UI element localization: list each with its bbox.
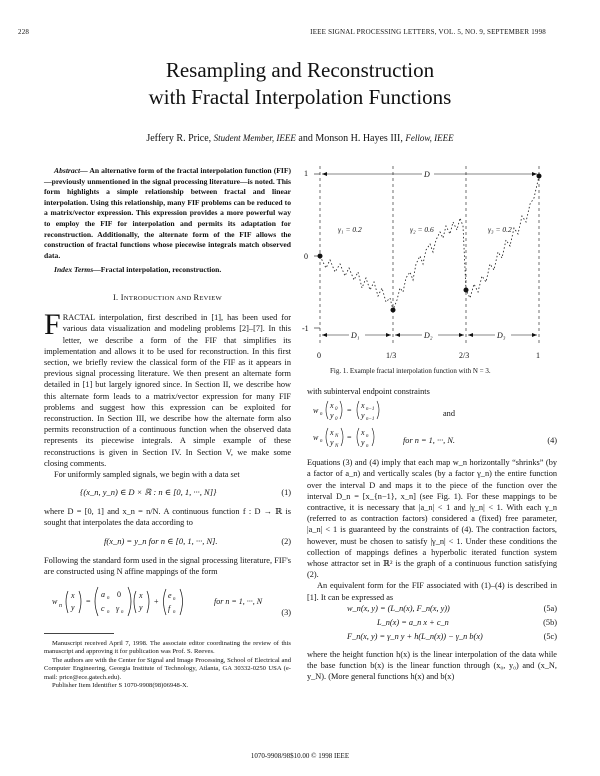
label-D: D <box>424 170 430 179</box>
author-2-role: Fellow, IEEE <box>405 133 454 143</box>
abstract <box>44 166 291 261</box>
svg-text:0: 0 <box>117 590 121 599</box>
section-number: I. <box>112 292 119 302</box>
y-tick-bottom: -1 <box>302 324 309 333</box>
footnote-1: Manuscript received April 7, 1998. The associate editor coordinating the review of this manuscript and approving it for publication was Prof. S. Reeves. <box>44 640 291 656</box>
page-number: 228 <box>18 28 30 36</box>
svg-text:x: x <box>361 401 365 411</box>
svg-text:e: e <box>168 591 172 600</box>
label-gamma-3: γ₃ = 0.2 <box>488 225 512 234</box>
x-tick-0: 0 <box>317 351 321 360</box>
section-title-rest-1: NTRODUCTION AND <box>123 294 194 302</box>
constraints-intro: with subinterval endpoint constraints <box>307 387 430 396</box>
equation-4-number: (4) <box>547 436 557 446</box>
intro-paragraph-4: Following the standard form used in the signal processing literature, FIF's are constructed using N affine mappings of the form <box>44 555 291 576</box>
right-paragraph-3: where the height function h(x) is the linear interpolation of the data while the base function b(x) is the linear function through (x₀, y₀) and (x_N, y_N). (More general functions h(x) and b(x) <box>307 649 557 682</box>
svg-text:n: n <box>121 610 124 615</box>
svg-text:y: y <box>361 438 365 448</box>
svg-text:y: y <box>71 603 75 612</box>
y-tick-zero: 0 <box>304 252 308 261</box>
equation-5c <box>307 631 557 645</box>
svg-text:0: 0 <box>335 417 338 423</box>
label-D1: D₁ <box>351 331 360 340</box>
journal-header: IEEE SIGNAL PROCESSING LETTERS, VOL. 5, NO. 9, SEPTEMBER 1998 <box>310 28 546 36</box>
svg-text:N: N <box>335 434 339 440</box>
svg-text:y: y <box>330 411 334 421</box>
svg-text:=: = <box>347 433 352 443</box>
equation-5b-body: L_n(x) = a_n x + c_n <box>377 617 449 627</box>
section-heading <box>44 292 291 304</box>
footnote-rule <box>44 633 114 634</box>
equation-1-number: (1) <box>281 488 291 498</box>
equation-2-body: f(x_n) = y_n for n ∈ [0, 1, ···, N]. <box>104 535 218 546</box>
equation-5b-number: (5b) <box>543 617 557 627</box>
author-1: Jeffery R. Price, <box>146 133 212 144</box>
intro-paragraph-1-text: RACTAL interpolation, first described in [1], has been used for various data visualization and modeling problems [2]–[7]. In this letter, we describe a form of the FIF that simplifies its implementation and allows it to be used for reconstruction. In this first section, we briefly review the classical form of the FIF as it appears in previous signal processing literature. We then present an alternate form detailed in [1] but largely ignored since. In Section II, we describe how this alternate form leads to a matrix/vector expression for many FIF problems and suggest how this expression can be exploited for reconstruction. In Section III, we describe how the alternate form also permits reconstruction of a continuous function when the observed data represents its piecewise integrals. A simple example of these reconstructions is given in Section IV. In Section V, we make some closing comments. <box>44 313 291 468</box>
svg-text:y: y <box>330 438 334 448</box>
equation-5a-body: w_n(x, y) = (L_n(x), F_n(x, y)) <box>347 603 450 613</box>
svg-text:0: 0 <box>335 407 338 413</box>
svg-text:y: y <box>361 411 365 421</box>
abstract-label: Abstract— <box>54 166 88 175</box>
data-point-3 <box>537 174 542 179</box>
left-column <box>44 166 291 690</box>
svg-text:n: n <box>107 596 110 601</box>
equation-1 <box>44 482 291 504</box>
label-gamma-1: γ₁ = 0.2 <box>338 225 362 234</box>
page-footer: 1070-9908/98$10.00 © 1998 IEEE <box>250 752 350 760</box>
equation-3-condition: for n = 1, ···, N <box>214 597 263 606</box>
svg-text:n: n <box>320 439 323 445</box>
x-tick-1-3: 1/3 <box>386 351 397 360</box>
equation-5c-number: (5c) <box>543 631 557 641</box>
svg-text:f: f <box>168 604 171 613</box>
footnote-2: The authors are with the Center for Signal and Image Processing, School of Electrical and Computer Engineering, Georgia Institute of Technology, Atlanta, GA 30332-0250 USA (e-mail: price@ece.gatech.edu). <box>44 656 291 681</box>
equation-5a-number: (5a) <box>543 603 557 613</box>
svg-text:c: c <box>101 604 105 613</box>
equation-5b <box>307 617 557 631</box>
equation-3 <box>44 581 291 621</box>
equation-1-body: {(x_n, y_n) ∈ D × ℝ : n ∈ [0, 1, ···, N]} <box>80 487 217 498</box>
svg-text:x: x <box>71 591 75 600</box>
equation-4-condition: for n = 1, ···, N. <box>403 436 455 446</box>
index-terms <box>44 265 291 276</box>
label-D2: D₂ <box>424 331 433 340</box>
svg-text:x: x <box>330 401 334 411</box>
svg-text:x: x <box>139 591 143 600</box>
data-point-0 <box>318 254 323 259</box>
equation-4-and: and <box>443 409 455 419</box>
svg-text:n: n <box>366 434 369 440</box>
svg-text:x: x <box>330 428 334 438</box>
svg-text:n−1: n−1 <box>366 407 375 413</box>
abstract-text: An alternative form of the fractal interpolation function (FIF)—previously unmentioned in the signal processing literature—is noted. This form highlights a simple relationship between fractal and linear interpolation. Using this relationship, many FIF problems can be reduced to a matrix/vector expression. This expression provides a more powerful way to employ the FIF for interpolation and permits its adaptation for reconstruction. Additionally, the alternate form of the FIF allows the construction of fractal functions whose piecewise integrals match observed data. <box>44 166 291 260</box>
y-tick-top: 1 <box>304 169 308 178</box>
x-tick-1: 1 <box>536 351 540 360</box>
author-1-role: Student Member, IEEE <box>213 133 296 143</box>
intro-paragraph-1 <box>44 308 291 469</box>
equation-3-number: (3) <box>281 608 291 617</box>
x-tick-2-3: 2/3 <box>459 351 470 360</box>
equation-4 <box>307 397 557 451</box>
drop-cap: F <box>44 308 61 342</box>
svg-text:n−1: n−1 <box>366 417 375 423</box>
intro-paragraph-2: For uniformly sampled signals, we begin with a data set <box>54 469 240 479</box>
equation-5a <box>307 603 557 617</box>
section-title-rest-2: EVIEW <box>199 294 223 302</box>
paper-title-line-2: with Fractal Interpolation Functions <box>148 85 452 109</box>
svg-text:w: w <box>313 406 319 416</box>
section-title-r: R <box>193 292 200 302</box>
index-terms-label: Index Terms— <box>54 265 101 275</box>
svg-text:w: w <box>313 433 319 443</box>
right-column <box>307 386 557 682</box>
svg-text:n: n <box>366 444 369 450</box>
author-2: Monson H. Hayes III, <box>315 133 403 144</box>
svg-text:+: + <box>154 597 159 606</box>
svg-text:=: = <box>86 597 91 606</box>
svg-text:γ: γ <box>116 604 120 613</box>
right-paragraph-1: Equations (3) and (4) imply that each map w_n horizontally “shrinks” (by a factor of a_n) and vertically scales (by a factor γ_n) the entire function over the interval D and maps it to the piece of the function over the interval D_n = [x_{n−1}, x_n] (see Fig. 1). For these mappings to be contractive, it is necessary that |a_n| < 1 and |γ_n| < 1. With each γ_n (referred to as contraction factors) considered a (fixed) free parameter, |a_n| < 1 is guaranteed by the constraints of (4). The contraction factors, however, must be chosen to satisfy |γ_n| < 1. Under these conditions the collection of mappings defines a hyperbolic iterated function system whose attractor set in ℝ² is the graph of a continuous function satisfying (2). <box>307 458 557 580</box>
intro-paragraph-3: where D = [0, 1] and x_n = n/N. A continuous function f : D → ℝ is sought that interpolates the data according to <box>44 507 291 528</box>
svg-text:n: n <box>320 412 323 418</box>
label-D3: D₃ <box>497 331 506 340</box>
footnote-3: Publisher Item Identifier S 1070-9908(98)06948-X. <box>52 682 189 690</box>
equation-2-number: (2) <box>281 536 291 546</box>
svg-text:N: N <box>335 444 339 450</box>
svg-text:y: y <box>139 603 143 612</box>
data-point-2 <box>464 288 469 293</box>
svg-text:x: x <box>361 428 365 438</box>
author-and: and <box>298 133 313 144</box>
equation-3-matrix <box>52 583 212 619</box>
section-title-i: I <box>120 292 124 302</box>
svg-text:n: n <box>107 610 110 615</box>
svg-text:n: n <box>59 603 62 609</box>
figure-caption: Fig. 1. Example fractal interpolation function with N = 3. <box>330 367 491 375</box>
fractal-curve <box>320 176 539 310</box>
equation-2 <box>44 531 291 553</box>
svg-text:w: w <box>52 597 58 606</box>
index-terms-text: Fractal interpolation, reconstruction. <box>100 265 222 275</box>
author-line <box>0 133 600 144</box>
figure-1 <box>302 160 564 380</box>
label-gamma-2: γ₂ = 0.6 <box>410 225 434 234</box>
data-point-1 <box>391 308 396 313</box>
right-paragraph-2: An equivalent form for the FIF associated with (1)–(4) is described in [1]. It can be expressed as <box>307 581 557 602</box>
svg-text:n: n <box>173 610 176 615</box>
svg-text:n: n <box>173 597 176 602</box>
svg-text:=: = <box>347 406 352 416</box>
equation-5c-body: F_n(x, y) = γ_n y + h(L_n(x)) − γ_n b(x) <box>347 631 483 641</box>
paper-title-line-1: Resampling and Reconstruction <box>165 58 435 82</box>
svg-text:a: a <box>101 590 105 599</box>
